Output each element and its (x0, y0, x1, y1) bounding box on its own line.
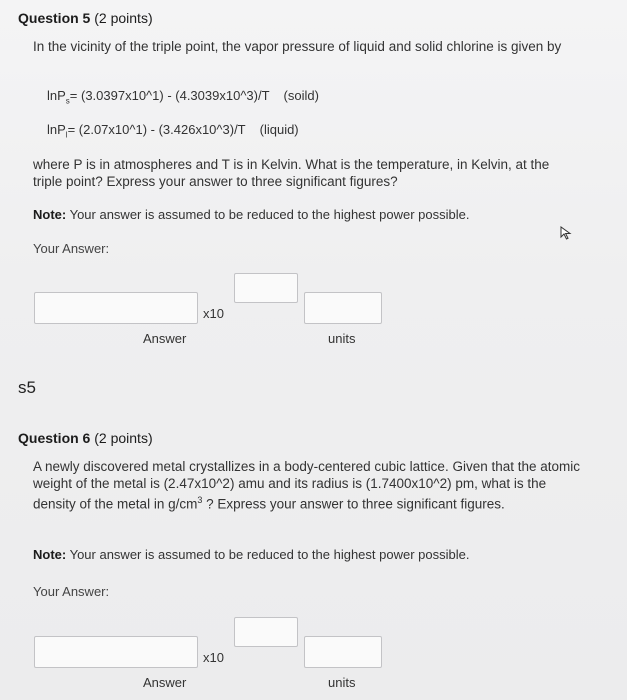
equation-solid-sub: s (65, 96, 70, 106)
question-5-answer-input[interactable] (34, 292, 198, 324)
equation-liquid-tag: (liquid) (259, 122, 299, 137)
question-5-your-answer: Your Answer: (33, 241, 110, 256)
question-5-note-label: Note: (33, 207, 67, 222)
question-6-note-label: Note: (33, 547, 67, 562)
question-5-exponent-input[interactable] (234, 273, 298, 303)
question-5-note-text: Your answer is assumed to be reduced to the highest power possible. (66, 207, 470, 222)
equation-solid (47, 88, 319, 106)
equation-solid-lhs: lnP (47, 88, 66, 103)
question-6-label: Question 6 (18, 430, 91, 446)
question-5-points: (2 points) (94, 10, 153, 26)
question-5-units-label: units (328, 331, 356, 346)
question-6-points: (2 points) (94, 430, 153, 446)
question-5-title (18, 10, 153, 26)
question-5-units-input[interactable] (304, 292, 382, 324)
question-5-body: where P is in atmospheres and T is in Kelvin. What is the temperature, in Kelvin, at the triple point? Express your answer to three significant figures? (33, 157, 550, 189)
question-6-answer-label: Answer (143, 675, 187, 690)
question-5-intro: In the vicinity of the triple point, the vapor pressure of liquid and solid chlorine is given by (33, 39, 562, 54)
question-5-note (33, 207, 469, 222)
question-6-note (33, 547, 469, 562)
question-6-body (33, 458, 588, 513)
question-6-note-text: Your answer is assumed to be reduced to the highest power possible. (66, 547, 470, 562)
question-6-units-input[interactable] (304, 636, 382, 668)
equation-solid-rhs: = (3.0397x10^1) - (4.3039x10^3)/T (69, 88, 270, 103)
question-6-body-part1: A newly discovered metal crystallizes in a body-centered cubic lattice. Given that the atomic weight of the metal is (2.47x10^2) amu and its radius is (1.7400x10^2) pm, what is the density of the metal in g/cm (33, 459, 581, 512)
question-6-exponent-input[interactable] (234, 617, 298, 647)
question-5-answer-label: Answer (143, 331, 187, 346)
question-5-x10-label: x10 (203, 306, 224, 321)
equation-liquid-lhs: lnP (47, 122, 66, 137)
equation-liquid-sub: l (65, 130, 68, 140)
equation-liquid (47, 122, 299, 140)
question-6-answer-input[interactable] (34, 636, 198, 668)
question-6-x10-label: x10 (203, 650, 224, 665)
question-6-units-label: units (328, 675, 356, 690)
question-6-body-sup: 3 (197, 495, 203, 505)
question-5-label: Question 5 (18, 10, 91, 26)
equation-solid-tag: (soild) (283, 88, 319, 103)
mouse-cursor-icon (559, 226, 573, 240)
equation-liquid-rhs: = (2.07x10^1) - (3.426x10^3)/T (67, 122, 246, 137)
question-6-your-answer: Your Answer: (33, 584, 110, 599)
question-6-title (18, 430, 153, 446)
question-6-body-part2: ? Express your answer to three significant figures. (202, 496, 505, 512)
section-label: s5 (18, 378, 36, 397)
